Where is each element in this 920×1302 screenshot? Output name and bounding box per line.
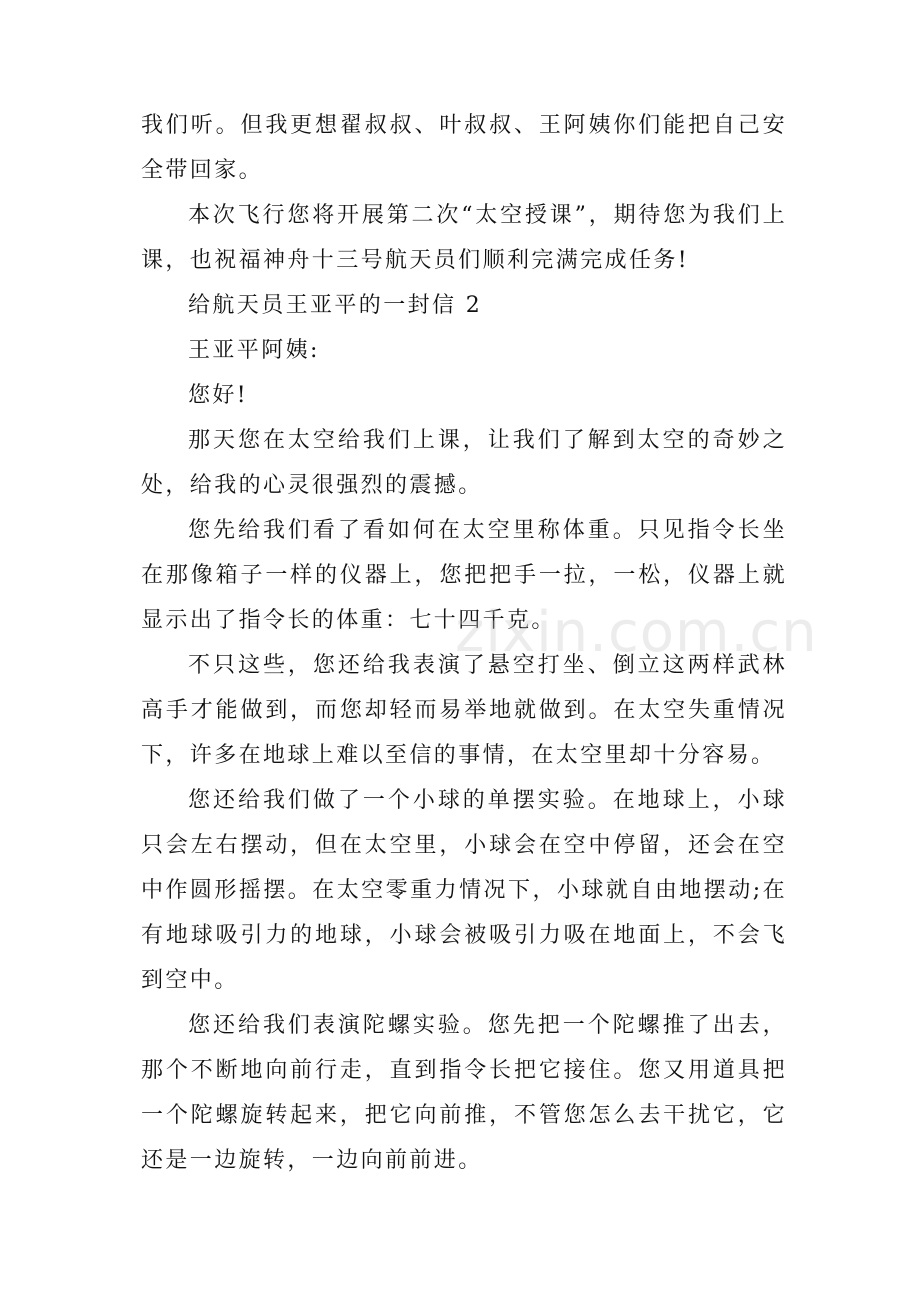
paragraph: 本次飞行您将开展第二次“太空授课”，期待您为我们上课，也祝福神舟十三号航天员们顺利完满完成任务! [141,203,787,273]
greeting: 您好! [188,383,249,408]
paragraph: 您还给我们表演陀螺实验。您先把一个陀螺推了出去，那个不断地向前行走，直到指令长把它接住。您又用道具把一个陀螺旋转起来，把它向前推，不管您怎么去干扰它，它还是一边旋转，一边向前前进。 [141,1013,787,1173]
watermark: zixin.com.cn [455,600,818,665]
document-body [141,103,787,1183]
paragraph: 我们听。但我更想翟叔叔、叶叔叔、王阿姨你们能把自己安全带回家。 [141,113,787,183]
paragraph: 您先给我们看了看如何在太空里称体重。只见指令长坐在那像箱子一样的仪器上，您把把手一拉，一松，仪器上就显示出了指令长的体重：七十四千克。 [141,518,787,633]
paragraph: 不只这些，您还给我表演了悬空打坐、倒立这两样武林高手才能做到，而您却轻而易举地就做到。在太空失重情况下，许多在地球上难以至信的事情，在太空里却十分容易。 [141,653,787,768]
paragraph: 您还给我们做了一个小球的单摆实验。在地球上，小球只会左右摆动，但在太空里，小球会在空中停留，还会在空中作圆形摇摆。在太空零重力情况下，小球就自由地摆动;在有地球吸引力的地球，小球会被吸引力吸在地面上，不会飞到空中。 [141,788,787,993]
paragraph: 那天您在太空给我们上课，让我们了解到太空的奇妙之处，给我的心灵很强烈的震撼。 [141,428,787,498]
salutation: 王亚平阿姨: [188,338,320,363]
letter-heading: 给航天员王亚平的一封信 2 [188,293,483,318]
